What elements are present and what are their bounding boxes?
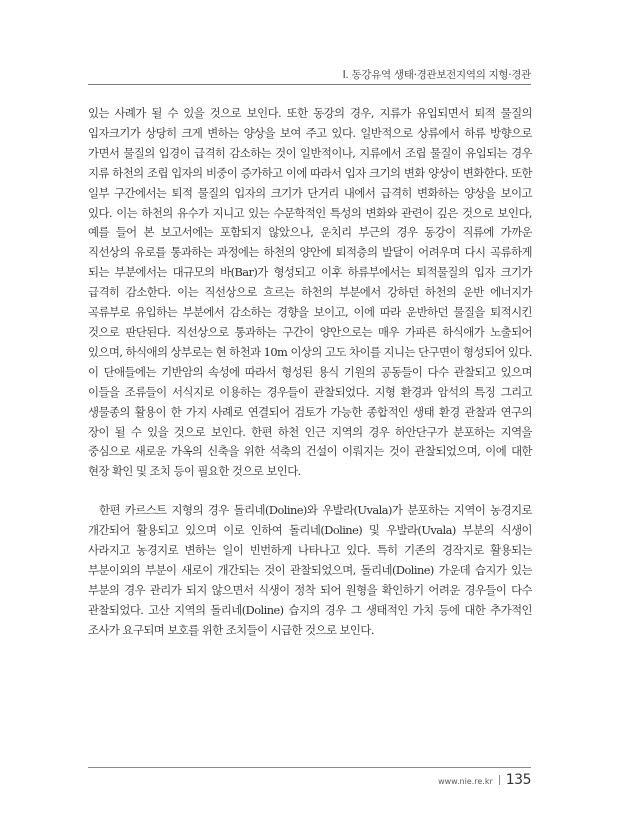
running-header: Ⅰ. 동강유역 생태·경관보전지역의 지형·경관 xyxy=(342,69,531,81)
footer-divider xyxy=(88,767,531,768)
footer-separator xyxy=(499,775,500,785)
footer-url: www.nie.re.kr xyxy=(438,777,493,786)
body-text xyxy=(88,104,532,641)
paragraph-1: 있는 사례가 될 수 있을 것으로 보인다. 또한 동강의 경우, 지류가 유입되면서 퇴적 물질의 입자크기가 상당히 크게 변하는 양상을 보여 주고 있다. 일반적으로 상류에서 하류 방향으로 가면서 물질의 입경이 급격히 감소하는 것이 일반적이나, 지류에서 조립 물질이 유입되는 경우 지류 하천의 조립 입자의 비중이 증가하고 이에 따라서 입자 크기의 변화 양상이 변화한다. 또한 일부 구간에서는 퇴적 물질의 입자의 크기가 단거리 내에서 급격히 변화하는 양상을 보이고 있다. 이는 하천의 유수가 지니고 있는 수문학적인 특성의 변화와 관련이 깊은 것으로 보인다, 예를 들어 본 보고서에는 포함되지 않았으나, 운치리 부근의 경우 동강이 직류에 가까운 직선상의 유로를 통과하는 과정에는 하천의 양안에 퇴적층의 발달이 어려우며 다시 곡류하게 되는 부분에서는 대규모의 바(Bar)가 형성되고 이후 하류부에서는 퇴적물질의 입자 크기가 급격히 감소한다. 이는 직선상으로 흐르는 하천의 부분에서 강하던 하천의 운반 에너지가 곡류부로 유입하는 부분에서 감소하는 경향을 보이고, 이에 따라 운반하던 물질을 퇴적시킨 것으로 판단된다. 직선상으로 통과하는 구간이 양안으로는 매우 가파른 하식애가 노출되어 있으며, 하식애의 상부로는 현 하천과 10m 이상의 고도 차이를 지니는 단구면이 형성되어 있다. 이 단애들에는 기반암의 속성에 따라서 형성된 용식 기원의 공동들이 다수 관찰되고 있으며 이들을 조류들이 서식지로 이용하는 경우들이 관찰되었다. 지형 환경과 암석의 특징 그리고 생물종의 활용이 한 가지 사례로 연결되어 검토가 가능한 종합적인 생태 환경 관찰과 연구의 장이 될 수 있을 것으로 보인다. 한편 하천 인근 지역의 경우 하안단구가 분포하는 지역을 중심으로 새로운 가옥의 신축을 위한 석축의 건설이 이뤄지는 것이 관찰되었으며, 이에 대한 현장 확인 및 조치 등이 필요한 것으로 보인다. xyxy=(88,106,532,479)
page-footer xyxy=(438,772,531,788)
page-number: 135 xyxy=(505,772,531,788)
header-divider xyxy=(88,84,531,85)
paragraph-2: 한편 카르스트 지형의 경우 돌리네(Doline)와 우발라(Uvala)가 분포하는 지역이 농경지로 개간되어 활용되고 있으며 이로 인하여 돌리네(Doline) 및 우발라(Uvala) 부분의 식생이 사라지고 농경지로 변하는 일이 빈번하게 나타나고 있다. 특히 기존의 경작지로 활용되는 부분이외의 부분이 새로이 개간되는 것이 관찰되었으며, 돌리네(Doline) 가운데 습지가 있는 부분의 경우 관리가 되지 않으면서 식생이 정착 되어 원형을 확인하기 어려운 경우들이 다수 관찰되었다. 고산 지역의 돌리네(Doline) 습지의 경우 그 생태적인 가치 등에 대한 추가적인 조사가 요구되며 보호를 위한 조치들이 시급한 것으로 보인다. xyxy=(88,503,532,637)
